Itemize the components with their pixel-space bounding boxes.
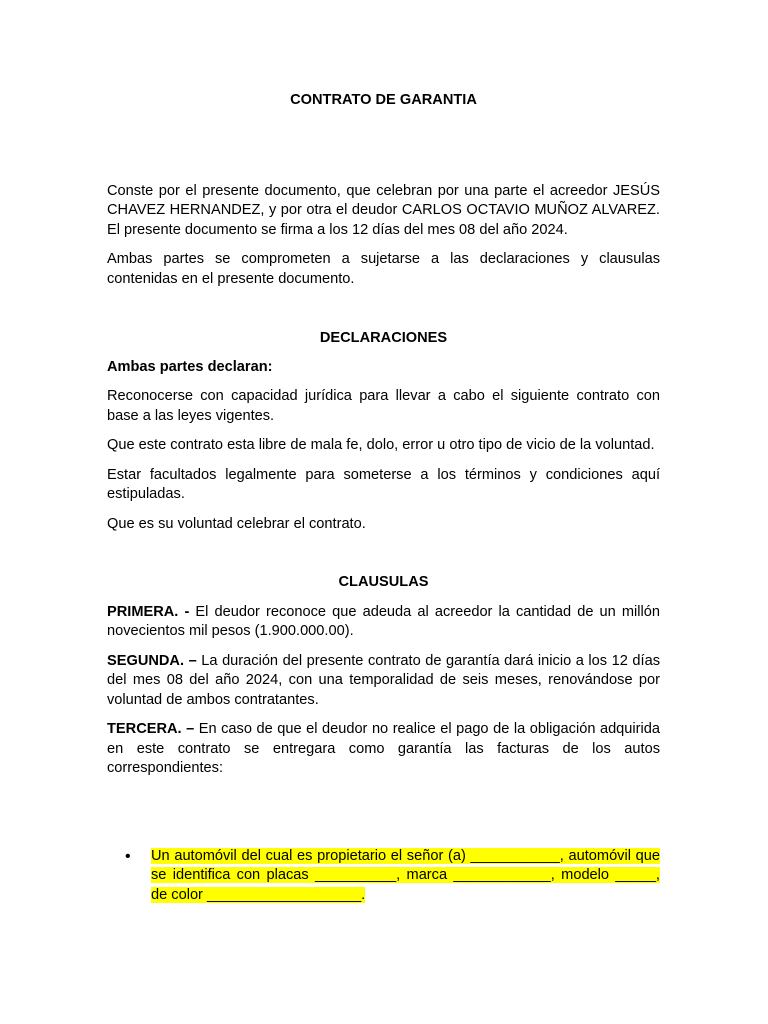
bullet-icon: • [125, 847, 131, 865]
clause-item [107, 720, 660, 779]
clausulas-heading: CLAUSULAS [338, 574, 429, 590]
declaration-item: Que este contrato esta libre de mala fe, dolo, error u otro tipo de vicio de la voluntad. [107, 437, 655, 453]
clause-text: El deudor reconoce que adeuda al acreedor la cantidad de un millón novecientos mil pesos (1.900.000.00). [107, 603, 661, 639]
spacer [107, 642, 660, 652]
clause-text: La duración del presente contrato de garantía dará inicio a los 12 días del mes 08 del año 2024, con una temporalidad de seis meses, renovándose por voluntad de ambos contratantes. [107, 652, 661, 708]
spacer [107, 779, 660, 847]
clause-lead: SEGUNDA. – [107, 652, 197, 669]
spacer [107, 289, 660, 329]
spacer [107, 111, 660, 182]
clause-lead: PRIMERA. - [107, 603, 190, 620]
list-item [107, 847, 660, 906]
spacer [107, 349, 660, 358]
document-body [107, 91, 660, 905]
highlighted-text: Un automóvil del cual es propietario el señor (a) ___________, automóvil que se identifica con placas __________, marca ____________, modelo _____, de color ___________________. [151, 847, 660, 903]
spacer [107, 377, 660, 387]
spacer [107, 593, 660, 603]
declaration-item: Estar facultados legalmente para someterse a los términos y condiciones aquí estipuladas. [107, 466, 660, 502]
clause-item [107, 652, 660, 711]
intro-paragraph: Conste por el presente documento, que celebran por una parte el acreedor JESÚS CHAVEZ HERNANDEZ, y por otra el deudor CARLOS OCTAVIO MUÑOZ ALVAREZ. El presente documento se firma a los 12 días del mes 08 del año 2024. [107, 182, 660, 238]
clause-lead: TERCERA. – [107, 721, 195, 737]
spacer [107, 505, 660, 515]
declaraciones-subheading: Ambas partes declaran: [107, 358, 273, 375]
spacer [107, 240, 660, 250]
spacer [107, 710, 660, 720]
document-title: CONTRATO DE GARANTIA [290, 92, 477, 108]
declaration-item: Que es su voluntad celebrar el contrato. [107, 515, 366, 532]
spacer [107, 426, 660, 436]
vehicle-list [107, 847, 660, 906]
declaration-item: Reconocerse con capacidad jurídica para llevar a cabo el siguiente contrato con base a las leyes vigentes. [107, 388, 660, 424]
clause-text: En caso de que el deudor no realice el pago de la obligación adquirida en este contrato se entregara como garantía las facturas de los autos correspondientes: [107, 721, 660, 776]
spacer [107, 456, 660, 466]
intro-paragraph: Ambas partes se comprometen a sujetarse a las declaraciones y clausulas contenidas en el presente documento. [107, 251, 660, 287]
clause-item [107, 603, 660, 642]
spacer [107, 534, 660, 573]
declaraciones-heading: DECLARACIONES [319, 330, 448, 346]
